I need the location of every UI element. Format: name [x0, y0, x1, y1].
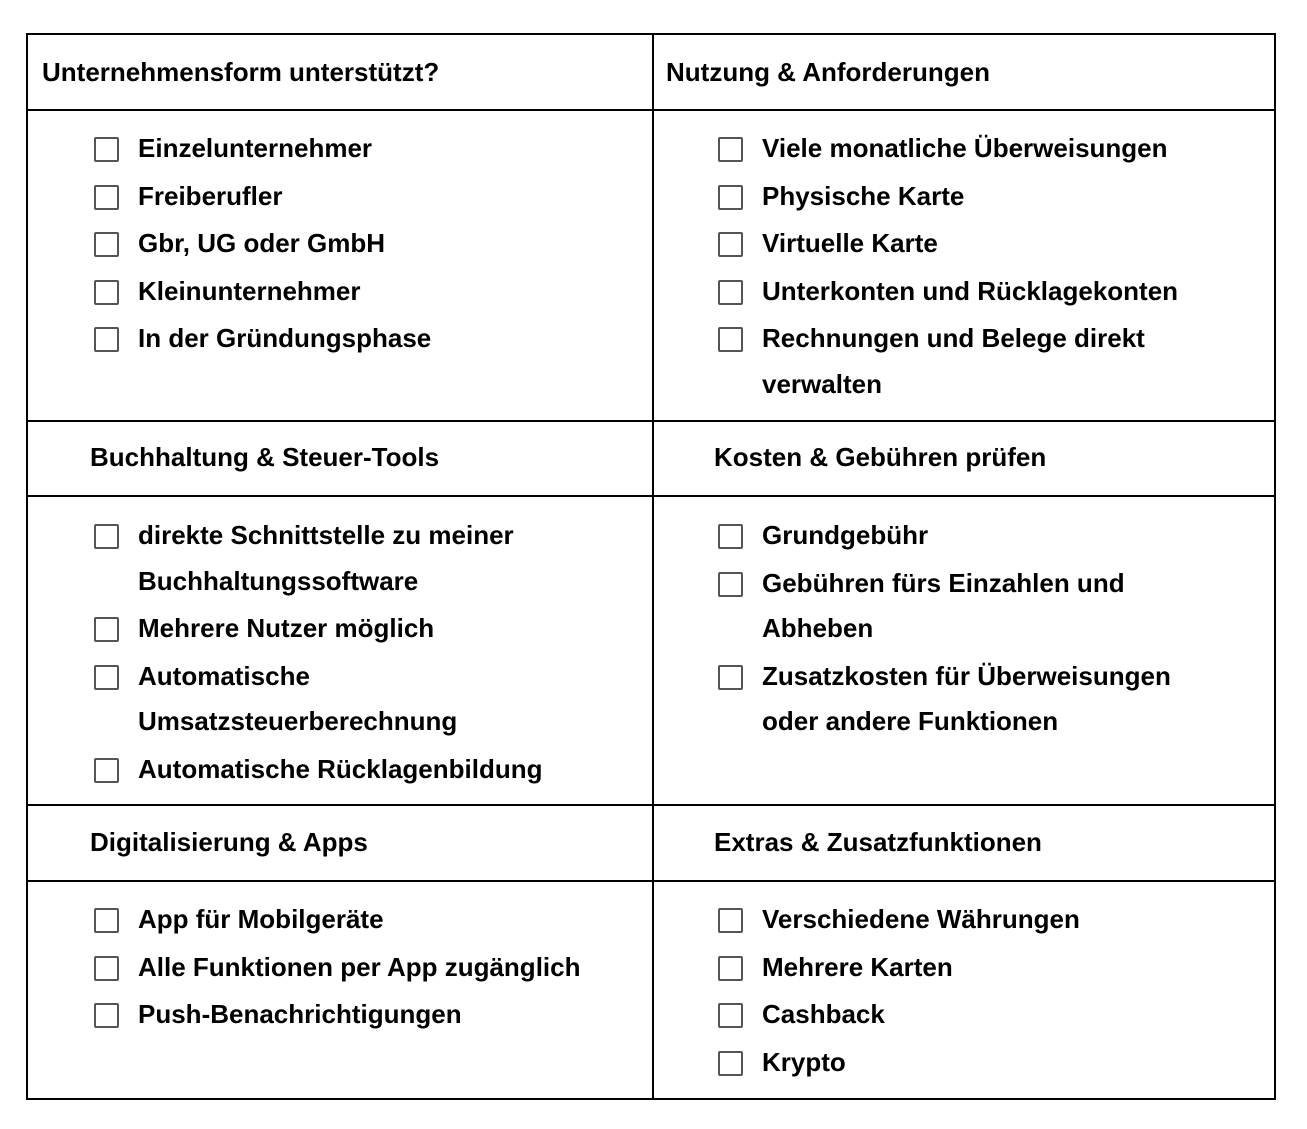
- item-label: Virtuelle Karte: [762, 228, 938, 258]
- list-item: [92, 269, 431, 315]
- row-divider: [28, 495, 1274, 497]
- checkbox[interactable]: [718, 232, 743, 257]
- item-label: Push-Benachrichtigungen: [138, 999, 462, 1029]
- item-label: Alle Funktionen per App zugänglich: [138, 951, 581, 982]
- item-label: Physische Karte: [762, 180, 965, 211]
- item-label: Viele monatliche Überweisungen: [762, 133, 1168, 163]
- checkbox[interactable]: [718, 280, 743, 305]
- header-buchhaltung: Buchhaltung & Steuer-Tools: [90, 442, 440, 472]
- item-label: Gbr, UG oder GmbH: [138, 228, 386, 258]
- checkbox[interactable]: [94, 758, 119, 783]
- item-label: App für Mobilgeräte: [138, 904, 384, 934]
- list-buchhaltung: [92, 513, 558, 794]
- list-item: [716, 654, 1182, 745]
- header-digitalisierung: Digitalisierung & Apps: [90, 827, 368, 857]
- header-extras: Extras & Zusatzfunktionen: [714, 827, 1042, 857]
- checkbox[interactable]: [94, 665, 119, 690]
- row-divider: [28, 804, 1274, 806]
- list-item: [716, 269, 1182, 315]
- item-label: Rechnungen und Belege direkt verwalten: [762, 323, 1145, 399]
- checkbox[interactable]: [94, 956, 119, 981]
- row-divider: [28, 109, 1274, 111]
- checkbox[interactable]: [94, 185, 119, 210]
- list-nutzung: [716, 126, 1182, 409]
- item-label: Zusatzkosten für Überweisungen oder andere Funktionen: [762, 660, 1171, 736]
- list-item: [92, 316, 431, 362]
- checkbox[interactable]: [718, 908, 743, 933]
- checkbox[interactable]: [94, 327, 119, 352]
- list-item: [716, 316, 1182, 407]
- checkbox[interactable]: [94, 908, 119, 933]
- item-label: Unterkonten und Rücklagekonten: [762, 275, 1179, 306]
- checkbox[interactable]: [94, 280, 119, 305]
- list-item: [716, 897, 1080, 943]
- checkbox[interactable]: [94, 524, 119, 549]
- list-item: [716, 174, 1182, 220]
- checkbox[interactable]: [94, 617, 119, 642]
- checkbox[interactable]: [718, 327, 743, 352]
- item-label: Gebühren fürs Einzahlen und Abheben: [762, 567, 1125, 643]
- item-label: In der Gründungsphase: [138, 323, 432, 353]
- list-item: [716, 561, 1182, 652]
- item-label: Automatische Umsatzsteuerberechnung: [138, 660, 458, 736]
- item-label: direkte Schnittstelle zu meiner Buchhaltungssoftware: [138, 520, 514, 596]
- list-item: [92, 221, 431, 267]
- item-label: Kleinunternehmer: [138, 275, 361, 306]
- list-item: [716, 513, 1182, 559]
- row-divider: [28, 420, 1274, 422]
- checkbox[interactable]: [718, 1051, 743, 1076]
- list-extras: [716, 897, 1080, 1087]
- list-unternehmensform: [92, 126, 431, 364]
- item-label: Krypto: [762, 1046, 846, 1077]
- list-item: [716, 126, 1182, 172]
- list-item: [92, 126, 431, 172]
- header-nutzung: Nutzung & Anforderungen: [666, 57, 990, 87]
- list-digitalisierung: [92, 897, 580, 1040]
- item-label: Einzelunternehmer: [138, 133, 373, 163]
- item-label: Cashback: [762, 999, 885, 1029]
- checkbox[interactable]: [718, 956, 743, 981]
- checkbox[interactable]: [718, 665, 743, 690]
- checkbox[interactable]: [718, 1003, 743, 1028]
- item-label: Mehrere Karten: [762, 951, 953, 982]
- checkbox[interactable]: [718, 185, 743, 210]
- checkbox[interactable]: [718, 572, 743, 597]
- row-divider: [28, 880, 1274, 882]
- item-label: Verschiedene Währungen: [762, 904, 1080, 934]
- item-label: Mehrere Nutzer möglich: [138, 613, 435, 643]
- list-item: [716, 221, 1182, 267]
- list-item: [92, 945, 580, 991]
- item-label: Grundgebühr: [762, 520, 929, 550]
- checklist-table: [26, 33, 1276, 1100]
- item-label: Freiberufler: [138, 180, 283, 211]
- list-item: [716, 945, 1080, 991]
- list-item: [92, 992, 580, 1038]
- list-item: [716, 992, 1080, 1038]
- column-divider: [652, 35, 654, 1098]
- checkbox[interactable]: [718, 524, 743, 549]
- list-kosten: [716, 513, 1182, 747]
- list-item: [92, 174, 431, 220]
- checkbox[interactable]: [94, 232, 119, 257]
- header-kosten: Kosten & Gebühren prüfen: [714, 442, 1047, 472]
- list-item: [92, 606, 558, 652]
- list-item: [92, 747, 558, 793]
- list-item: [92, 897, 580, 943]
- list-item: [716, 1040, 1080, 1086]
- checkbox[interactable]: [94, 1003, 119, 1028]
- item-label: Automatische Rücklagenbildung: [138, 753, 543, 784]
- list-item: [92, 654, 558, 745]
- header-unternehmensform: Unternehmensform unterstützt?: [42, 57, 440, 87]
- checkbox[interactable]: [718, 137, 743, 162]
- checkbox[interactable]: [94, 137, 119, 162]
- list-item: [92, 513, 558, 604]
